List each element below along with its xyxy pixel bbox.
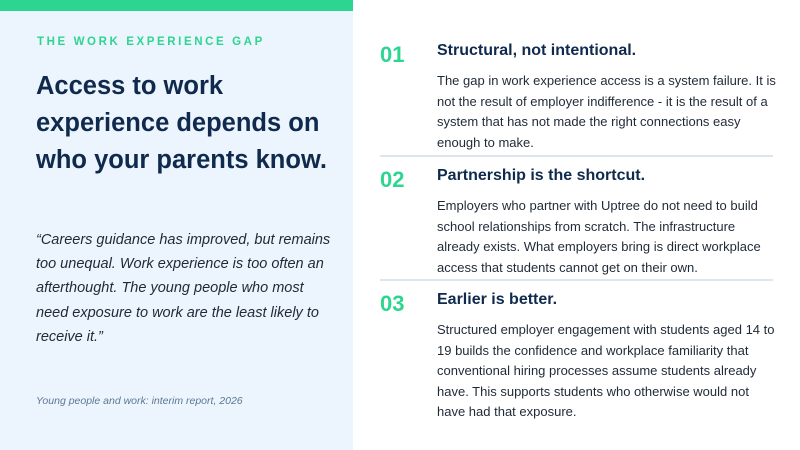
divider (380, 279, 773, 281)
pull-quote: “Careers guidance has improved, but remains too unequal. Work experience is too often an afterthought. The young people who most need exposure to work are the least likely to receive it.” (36, 232, 331, 345)
point-number: 02 (380, 167, 405, 192)
point-body: Structured employer engagement with students aged 14 to 19 builds the confidence and workplace familiarity that conventional hiring processes assume students already have. This supports students who otherwise would not have had that exposure. (437, 322, 775, 419)
divider (380, 155, 773, 157)
point-title: Earlier is better. (437, 291, 558, 308)
section-kicker: THE WORK EXPERIENCE GAP (37, 36, 265, 48)
page-headline: Access to work experience depends on who your parents know. (36, 72, 327, 174)
quote-source: Young people and work: interim report, 2026 (36, 395, 243, 407)
point-title: Structural, not intentional. (437, 42, 637, 59)
point-body: Employers who partner with Uptree do not need to build school relationships from scratch. The infrastructure already exists. What employers bring is direct workplace access that students cannot get on their own. (437, 198, 761, 275)
point-title: Partnership is the shortcut. (437, 167, 646, 184)
point-number: 03 (380, 291, 405, 316)
point-body: The gap in work experience access is a system failure. It is not the result of employer indifference - it is the result of a system that has not made the right connections easy enough to make. (437, 73, 776, 150)
accent-bar (0, 0, 353, 11)
point-number: 01 (380, 42, 405, 67)
